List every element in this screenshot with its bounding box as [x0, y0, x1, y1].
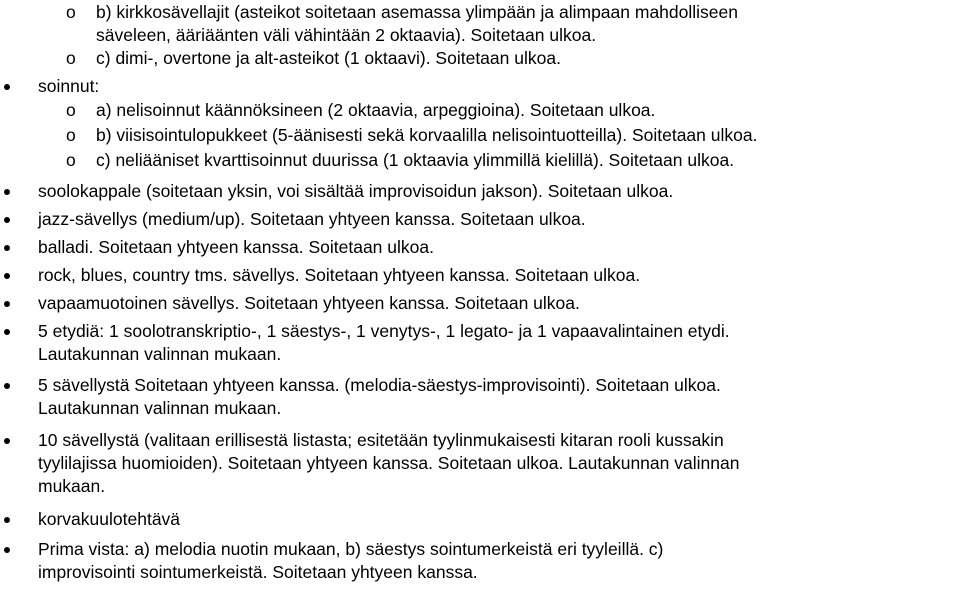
item-text: 5 etydiä: 1 soolotranskriptio-, 1 säestys-, 1 venytys-, 1 legato- ja 1 vapaavalintainen etydi. — [38, 321, 730, 341]
bullet-icon — [4, 329, 10, 335]
item-text: soolokappale (soitetaan yksin, voi sisältää improvisoidun jakson). Soitetaan ulkoa. — [38, 181, 674, 201]
sub-bullet-icon: o — [66, 150, 76, 170]
bullet-icon — [4, 189, 10, 195]
bullet-icon — [4, 245, 10, 251]
item-text: improvisointi sointumerkeistä. Soitetaan yhtyeen kanssa. — [38, 562, 478, 582]
item-text: a) nelisoinnut käännöksineen (2 oktaavia, arpeggioina). Soitetaan ulkoa. — [96, 100, 656, 120]
item-text: c) dimi-, overtone ja alt-asteikot (1 oktaavi). Soitetaan ulkoa. — [96, 48, 561, 68]
item-text: balladi. Soitetaan yhtyeen kanssa. Soitetaan ulkoa. — [38, 237, 434, 257]
item-text: 10 sävellystä (valitaan erillisestä listasta; esitetään tyylinmukaisesti kitaran rooli kussakin — [38, 430, 724, 450]
sub-bullet-icon: o — [66, 48, 76, 68]
bullet-icon — [4, 273, 10, 279]
bullet-icon — [4, 217, 10, 223]
item-text: Lautakunnan valinnan mukaan. — [38, 344, 282, 364]
item-text: Lautakunnan valinnan mukaan. — [38, 398, 282, 418]
sub-bullet-icon: o — [66, 125, 76, 145]
sub-bullet-icon: o — [66, 2, 76, 22]
item-text: Prima vista: a) melodia nuotin mukaan, b) säestys sointumerkeistä eri tyyleillä. c) — [38, 539, 664, 559]
item-text: vapaamuotoinen sävellys. Soitetaan yhtyeen kanssa. Soitetaan ulkoa. — [38, 293, 580, 313]
bullet-icon — [4, 301, 10, 307]
sub-bullet-icon: o — [66, 100, 76, 120]
item-text: tyylilajissa huomioiden). Soitetaan yhtyeen kanssa. Soitetaan ulkoa. Lautakunnan valinnan — [38, 453, 740, 473]
item-text: säveleen, ääriäänten väli vähintään 2 oktaavia). Soitetaan ulkoa. — [96, 25, 597, 45]
bullet-icon — [4, 547, 10, 553]
item-text: b) viisisointulopukkeet (5-äänisesti sekä korvaalilla nelisointuotteilla). Soitetaan ulkoa. — [96, 125, 758, 145]
item-text: b) kirkkosävellajit (asteikot soitetaan asemassa ylimpään ja alimpaan mahdolliseen — [96, 2, 738, 22]
item-text: korvakuulotehtävä — [38, 509, 181, 529]
item-text: mukaan. — [38, 476, 106, 496]
item-text: 5 sävellystä Soitetaan yhtyeen kanssa. (melodia-säestys-improvisointi). Soitetaan ulkoa. — [38, 375, 721, 395]
item-text: jazz-sävellys (medium/up). Soitetaan yhtyeen kanssa. Soitetaan ulkoa. — [38, 209, 586, 229]
bullet-icon — [4, 383, 10, 389]
item-text: c) neliääniset kvarttisoinnut duurissa (1 oktaavia ylimmillä kielillä). Soitetaan ulkoa. — [96, 150, 735, 170]
bullet-icon — [4, 84, 10, 90]
bullet-icon — [4, 438, 10, 444]
item-text: rock, blues, country tms. sävellys. Soitetaan yhtyeen kanssa. Soitetaan ulkoa. — [38, 265, 641, 285]
bullet-icon — [4, 517, 10, 523]
item-text: soinnut: — [38, 76, 100, 96]
